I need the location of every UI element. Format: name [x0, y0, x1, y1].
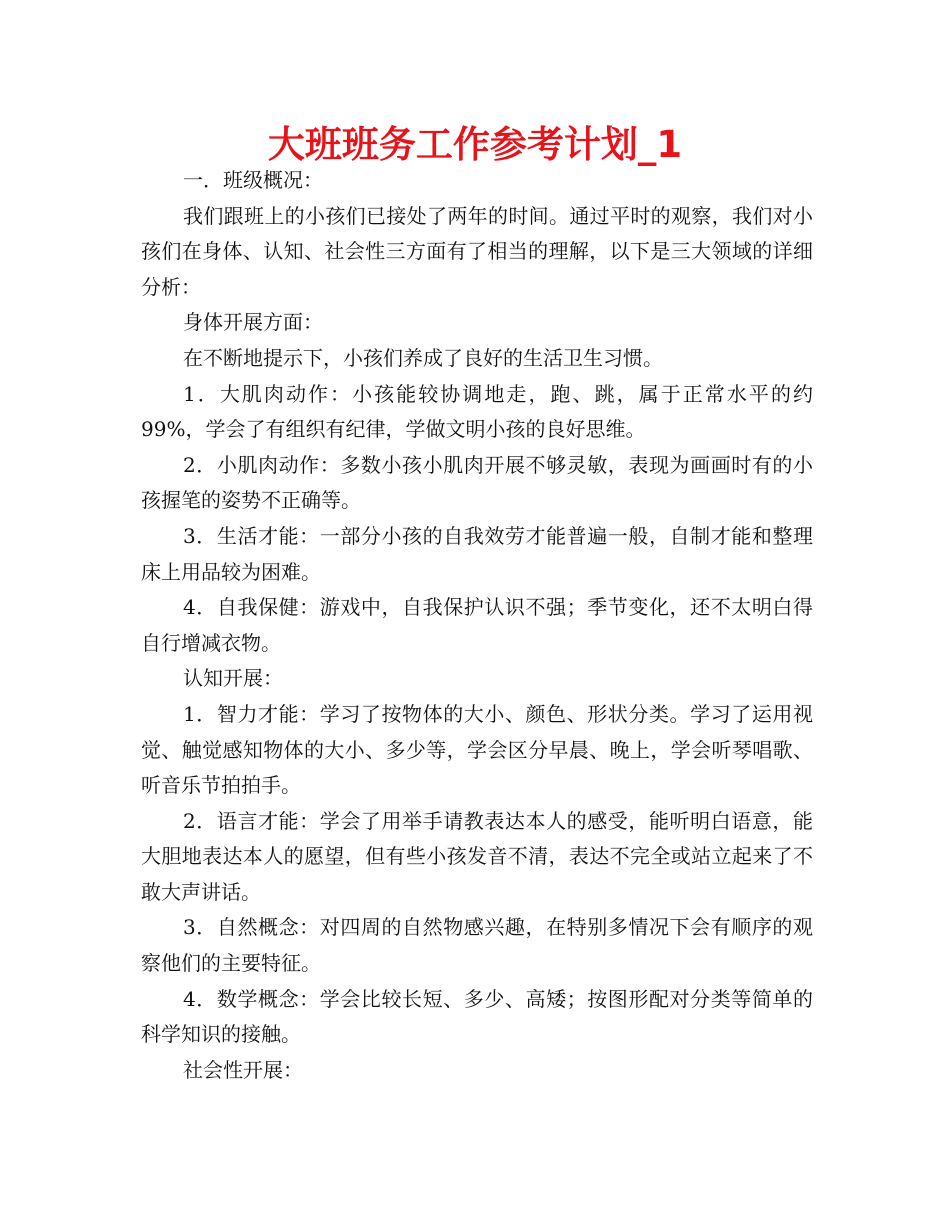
paragraph-intro: 我们跟班上的小孩们已接处了两年的时间。通过平时的观察，我们对小孩们在身体、认知、社会性三方面有了相当的理解，以下是三大领域的详细分析：	[141, 203, 813, 299]
paragraph-life-skills: 3．生活才能：一部分小孩的自我效劳才能普遍一般，自制才能和整理 床上用品较为困难。	[141, 523, 813, 584]
paragraph-cognitive-heading: 认知开展：	[183, 666, 283, 691]
paragraph-nature: 3．自然概念：对四周的自然物感兴趣，在特别多情况下会有顺序的观察他们的主要特征。	[141, 915, 813, 976]
paragraph-intelligence: 1．智力才能：学习了按物体的大小、颜色、形状分类。学习了运用视觉、触觉感知物体的大小、多少等，学会区分早晨、晚上，学会听琴唱歌、听音乐节拍拍手。	[141, 701, 813, 798]
paragraph-math: 4．数学概念：学会比较长短、多少、高矮；按图形配对分类等简单的科学知识的接触。	[141, 986, 813, 1047]
document-body	[141, 163, 813, 1088]
paragraph-physical-heading: 身体开展方面：	[183, 310, 323, 335]
paragraph-language: 2．语言才能：学会了用举手请教表达本人的感受，能听明白语意，能大胆地表达本人的愿望，但有些小孩发音不清，表达不完全或站立起来了不敢大声讲话。	[141, 808, 813, 904]
document-title: 大班班务工作参考计划_1	[267, 123, 683, 166]
paragraph-fine-motor: 2．小肌肉动作：多数小孩小肌肉开展不够灵敏，表现为画画时有的小孩握笔的姿势不正确等。	[141, 452, 813, 513]
paragraph-class-overview-heading: 一．班级概况：	[183, 168, 323, 192]
paragraph-gross-motor: 1．大肌肉动作：小孩能较协调地走，跑、跳，属于正常水平的约99%，学会了有组织有纪律，学做文明小孩的良好思维。	[141, 381, 813, 442]
paragraph-hygiene: 在不断地提示下，小孩们养成了良好的生活卫生习惯。	[183, 345, 663, 370]
paragraph-social-heading: 社会性开展：	[183, 1057, 303, 1082]
paragraph-self-care: 4．自我保健：游戏中，自我保护认识不强；季节变化，还不太明白得自行增减衣物。	[141, 595, 813, 655]
